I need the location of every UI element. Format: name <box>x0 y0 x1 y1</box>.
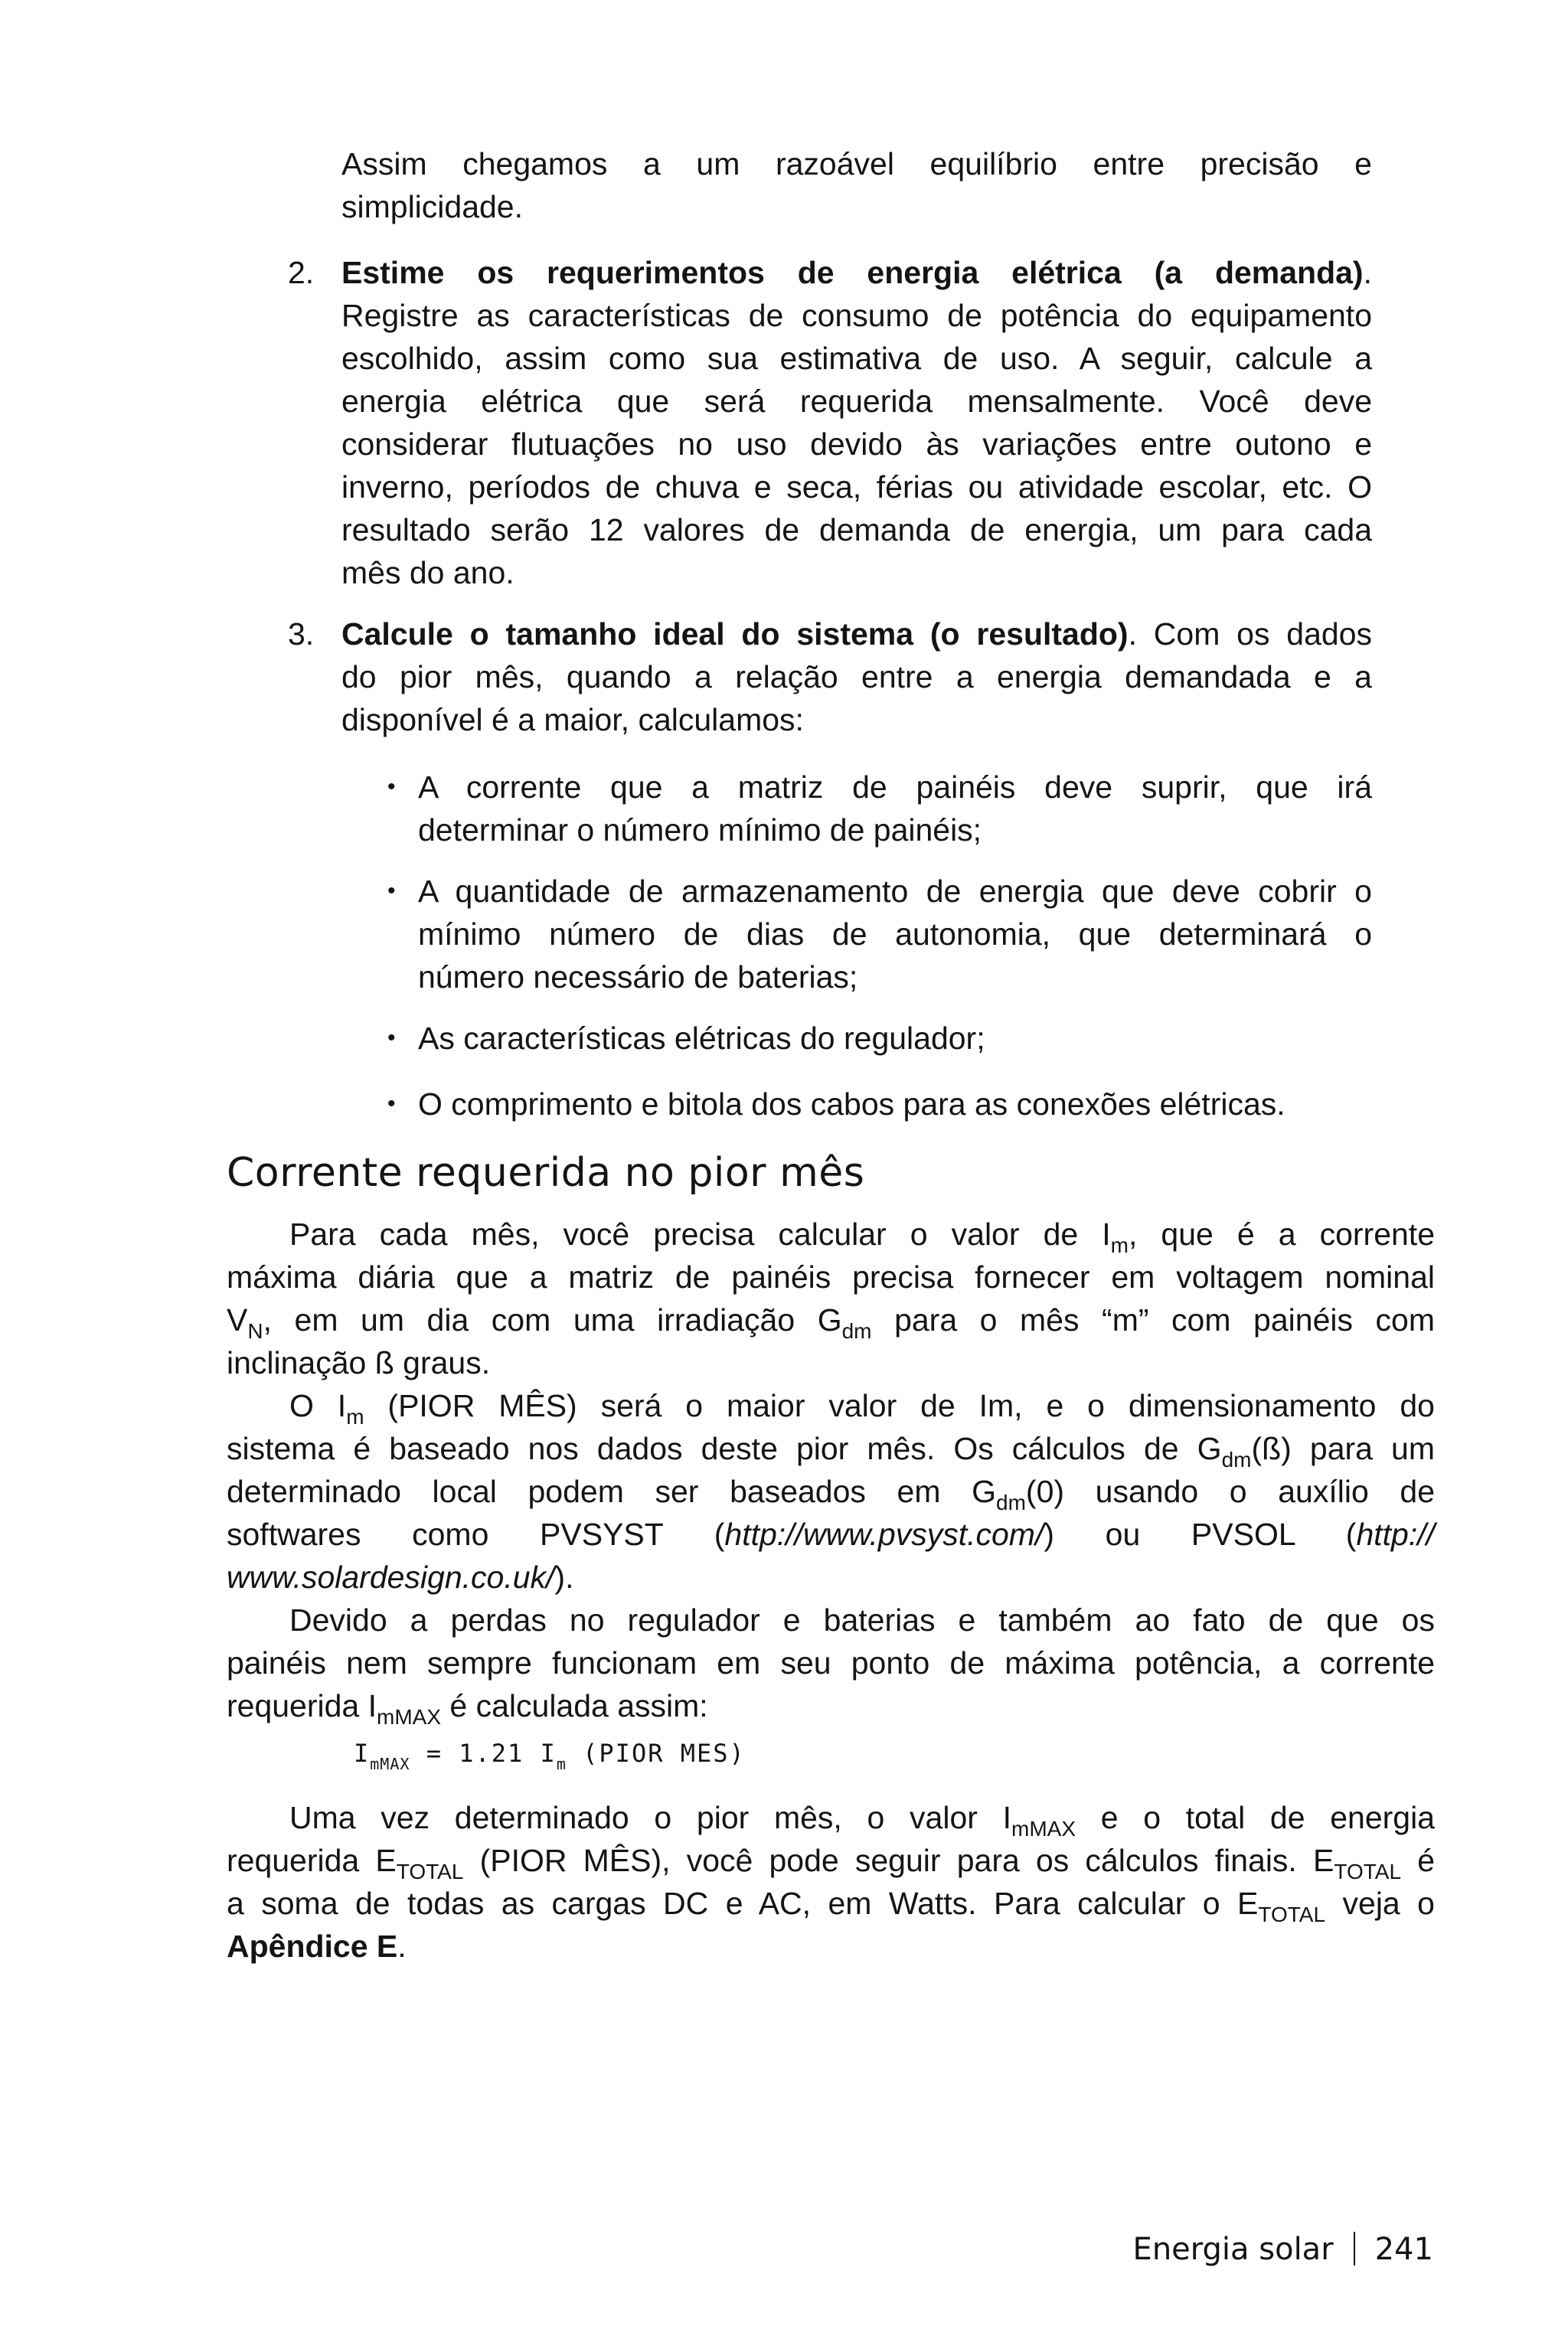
text-line: mínimo número de dias de autonomia, que determinará o <box>418 916 1372 952</box>
text-line: do pior mês, quando a relação entre a energia demandada e a <box>341 659 1372 694</box>
text-line: Apêndice E. <box>227 1929 407 1964</box>
text-line: painéis nem sempre funcionam em seu ponto de máxima potência, a corrente <box>227 1645 1435 1681</box>
text-line: A quantidade de armazenamento de energia que deve cobrir o <box>418 874 1372 909</box>
text-line: O $I_m$ (PIOR MÊS) será o maior valor de Im, e o dimensionamento do <box>289 1388 1435 1429</box>
paragraph <box>227 1796 1435 1968</box>
formula: $I_{mMAX} = 1.21$ $I_m$ (PIOR MES) <box>354 1739 746 1773</box>
text-line: escolhido, assim como sua estimativa de uso. A seguir, calcule a <box>341 341 1372 376</box>
text-line: a soma de todas as cargas DC e AC, em Watts. Para calcular o $E_{TOTAL}$ veja o <box>227 1886 1435 1926</box>
bullet-icon: • <box>387 774 396 799</box>
text-line: inverno, períodos de chuva e seca, férias ou atividade escolar, etc. O <box>341 469 1372 505</box>
text-line: softwares como PVSYST (http://www.pvsyst.com/) ou PVSOL (http:// <box>227 1517 1436 1552</box>
list-number: 3. <box>288 616 315 652</box>
text-line: máxima diária que a matriz de painéis precisa fornecer em voltagem nominal <box>227 1259 1435 1295</box>
pvsol-link[interactable]: http:// <box>1356 1517 1436 1552</box>
step-2-title: Estime os requerimentos de energia elétrica (a demanda) <box>341 255 1364 290</box>
text-line: considerar flutuações no uso devido às variações entre outono e <box>341 426 1372 462</box>
pvsol-link-continued[interactable]: www.solardesign.co.uk/ <box>227 1560 555 1595</box>
text-line: requerida $E_{TOTAL}$ (PIOR MÊS), você pode seguir para os cálculos finais. $E_{TOTAL}$ é <box>227 1843 1435 1883</box>
list-number: 2. <box>288 255 315 290</box>
bullet-icon: • <box>387 878 396 903</box>
text-line: www.solardesign.co.uk/). <box>227 1560 574 1595</box>
footer-section-title: Energia solar <box>1132 2232 1334 2267</box>
appendix-reference: Apêndice E <box>227 1929 398 1964</box>
footer-divider <box>1354 2232 1355 2265</box>
text-line: Estime os requerimentos de energia elétrica (a demanda). <box>341 255 1372 290</box>
pvsyst-link[interactable]: http://www.pvsyst.com/ <box>724 1517 1044 1552</box>
text-line: disponível é a maior, calculamos: <box>341 702 804 737</box>
text-line: As características elétricas do regulador; <box>418 1021 985 1056</box>
text-line: A corrente que a matriz de painéis deve suprir, que irá <box>418 769 1372 805</box>
text-line: O comprimento e bitola dos cabos para as conexões elétricas. <box>418 1086 1285 1122</box>
page-number: 241 <box>1374 2232 1433 2267</box>
page-footer <box>1133 2228 1433 2271</box>
bullet-icon: • <box>387 1091 396 1116</box>
section-heading: Corrente requerida no pior mês <box>227 1150 865 1196</box>
text-line: resultado serão 12 valores de demanda de energia, um para cada <box>341 512 1372 547</box>
paragraph <box>227 1213 1435 1384</box>
text-line: sistema é baseado nos dados deste pior mês. Os cálculos de $G_{dm}(ß)$ para um <box>227 1431 1435 1472</box>
text-line: Devido a perdas no regulador e baterias e também ao fato de que os <box>289 1602 1435 1638</box>
text-line: Calcule o tamanho ideal do sistema (o resultado). Com os dados <box>341 616 1372 652</box>
text-line: determinado local podem ser baseados em $G_{dm}(0)$ usando o auxílio de <box>227 1474 1435 1514</box>
step-3-title: Calcule o tamanho ideal do sistema (o resultado) <box>341 616 1129 652</box>
text-line: $V_N$, em um dia com uma irradiação $G_{dm}$ para o mês “m” com painéis com <box>227 1302 1435 1343</box>
paragraph <box>227 1384 1435 1599</box>
text-line: Uma vez determinado o pior mês, o valor $I_{mMAX}$ e o total de energia <box>289 1800 1435 1841</box>
bullet-icon: • <box>387 1025 396 1050</box>
text-line: Registre as características de consumo de potência do equipamento <box>341 298 1372 333</box>
text-line: energia elétrica que será requerida mensalmente. Você deve <box>341 384 1372 419</box>
text-line: Assim chegamos a um razoável equilíbrio entre precisão e <box>341 146 1372 181</box>
text-line: inclinação ß graus. <box>227 1345 491 1380</box>
bullet-item <box>418 766 1372 851</box>
paragraph <box>227 1599 1435 1727</box>
text-line: número necessário de baterias; <box>418 959 858 995</box>
step-3-paragraph <box>341 612 1372 741</box>
text-line: mês do ano. <box>341 555 514 590</box>
bullet-item <box>418 1017 1372 1060</box>
text-line: determinar o número mínimo de painéis; <box>418 812 982 848</box>
bullet-item <box>418 1083 1372 1125</box>
step-2-paragraph <box>341 251 1372 594</box>
intro-paragraph <box>341 142 1372 228</box>
text-line: Para cada mês, você precisa calcular o valor de $I_m$, que é a corrente <box>289 1217 1436 1257</box>
text-line: simplicidade. <box>341 189 523 224</box>
text-line: requerida $I_{mMAX}$ é calculada assim: <box>227 1688 708 1729</box>
bullet-item <box>418 870 1372 998</box>
